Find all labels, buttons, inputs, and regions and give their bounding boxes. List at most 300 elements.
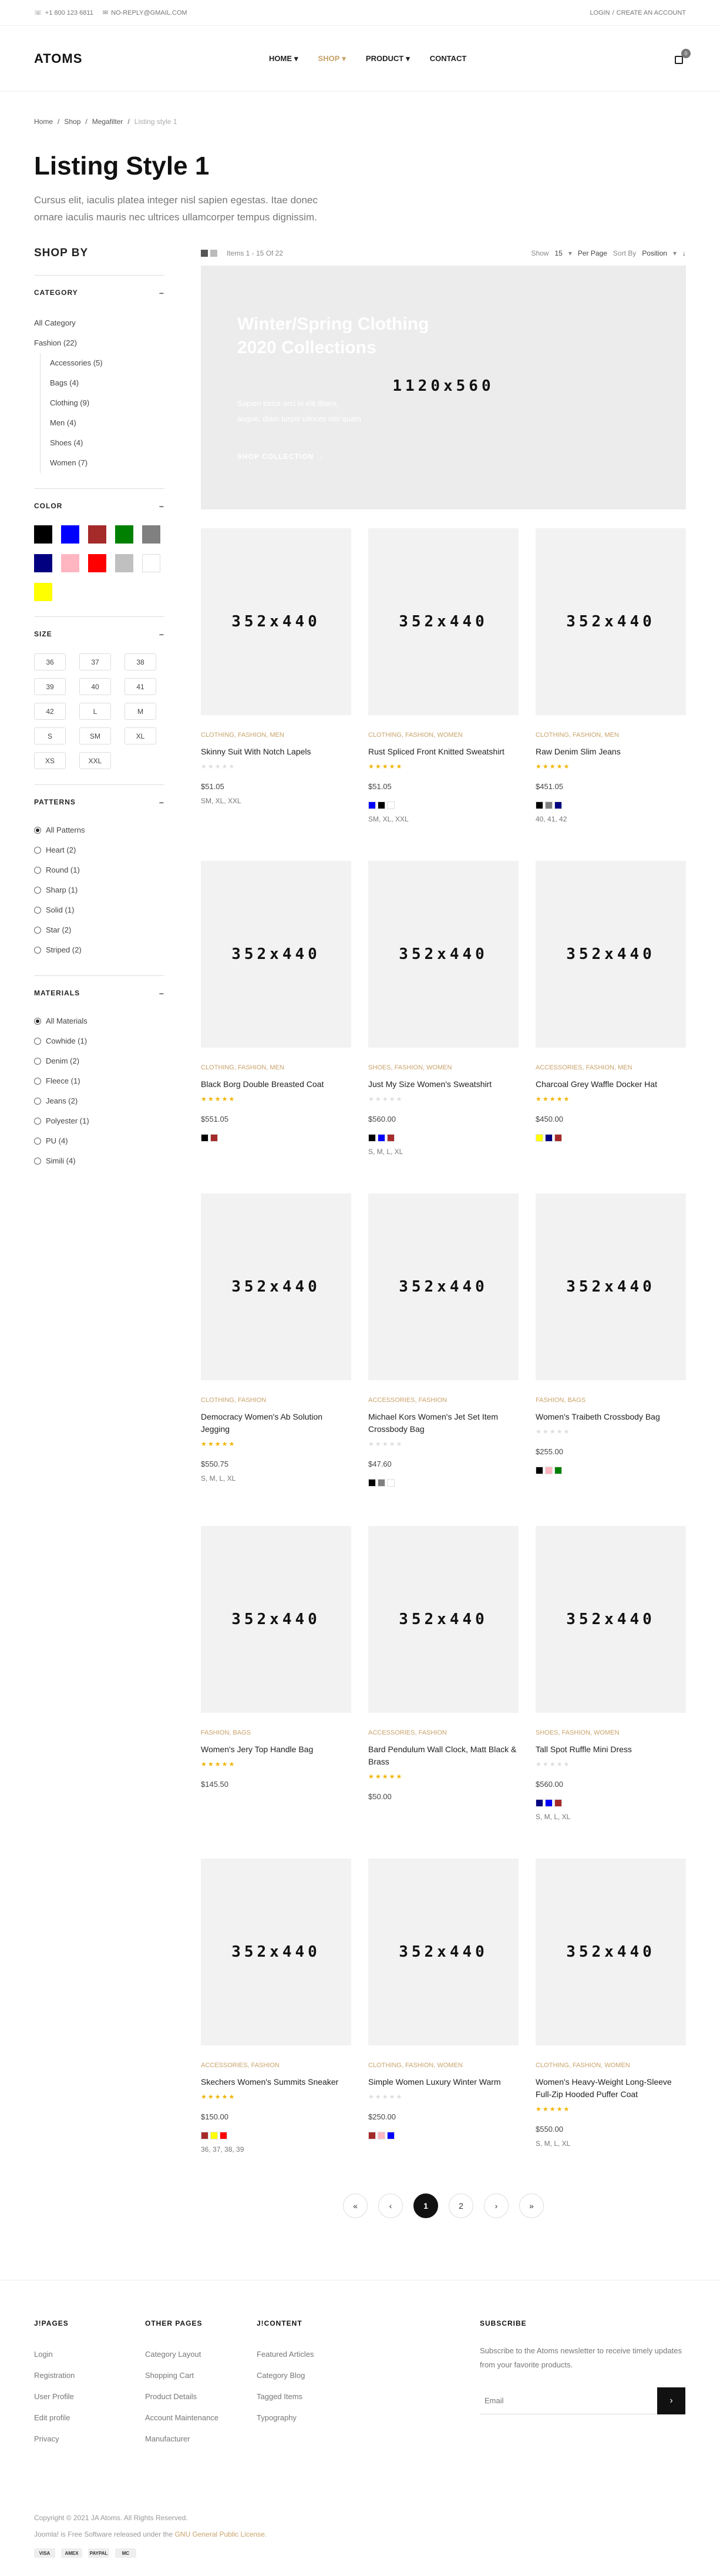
product-name[interactable]: Rust Spliced Front Knitted Sweatshirt <box>368 747 504 756</box>
product-categories[interactable]: CLOTHING, FASHION, MEN <box>201 1064 284 1071</box>
subcategory-item[interactable]: Accessories (5) <box>50 358 103 367</box>
product-image-placeholder[interactable]: 352x440 <box>536 528 686 715</box>
color-swatch[interactable] <box>88 525 106 544</box>
listing-toolbar <box>201 247 686 260</box>
color-swatch[interactable] <box>201 1134 208 1142</box>
subcategory-item[interactable]: Shoes (4) <box>50 438 83 447</box>
page-intro: Cursus elit, iaculis platea integer nisl sapien egestas. Itae donec ornare iaculis mauris nec ultrices ullamcorper tempus dignissim. <box>34 194 318 223</box>
product-card <box>201 1859 351 2191</box>
footer-link[interactable]: Privacy <box>34 2434 59 2443</box>
subcategory-item[interactable]: Clothing (9) <box>50 398 90 407</box>
color-swatch[interactable] <box>387 1479 395 1487</box>
product-categories[interactable]: CLOTHING, FASHION, WOMEN <box>536 2062 630 2069</box>
radio-option[interactable] <box>34 1091 164 1111</box>
product-categories[interactable]: CLOTHING, FASHION, WOMEN <box>368 2062 463 2069</box>
subcategory-item[interactable]: Men (4) <box>50 418 76 427</box>
email-contact <box>103 9 187 16</box>
product-categories[interactable]: CLOTHING, FASHION, WOMEN <box>368 732 463 739</box>
size-option[interactable]: M <box>125 703 156 720</box>
category-item[interactable]: All Category <box>34 318 76 327</box>
star-icon: ★ <box>207 1441 215 1448</box>
radio-label: Solid (1) <box>46 905 75 914</box>
chevron-down-icon: ▾ <box>406 53 410 63</box>
cart-button[interactable] <box>673 52 686 65</box>
product-categories[interactable]: SHOES, FASHION, WOMEN <box>536 1729 620 1736</box>
star-icon: ★ <box>563 1428 571 1435</box>
color-swatch[interactable] <box>368 801 376 809</box>
site-footer <box>0 2280 720 2576</box>
sort-select[interactable]: Position <box>642 249 667 257</box>
breadcrumb-shop[interactable]: Shop <box>64 118 81 126</box>
footer-link[interactable]: Edit profile <box>34 2413 70 2422</box>
size-option[interactable]: XL <box>125 727 156 744</box>
radio-icon <box>34 907 41 914</box>
star-icon: ★ <box>549 763 557 770</box>
size-option[interactable]: 37 <box>79 653 111 670</box>
radio-option[interactable] <box>34 1151 164 1171</box>
product-card <box>536 528 686 861</box>
collapse-icon[interactable]: − <box>159 289 164 298</box>
radio-option[interactable] <box>34 1131 164 1151</box>
product-categories[interactable]: CLOTHING, FASHION, MEN <box>201 732 284 739</box>
color-swatch[interactable] <box>554 1467 562 1474</box>
product-name[interactable]: Charcoal Grey Waffle Docker Hat <box>536 1079 657 1089</box>
radio-icon <box>34 927 41 934</box>
size-option[interactable]: 36 <box>34 653 66 670</box>
star-icon: ★ <box>214 1761 222 1768</box>
page-title: Listing Style 1 <box>34 152 210 180</box>
collapse-icon[interactable]: − <box>159 989 164 998</box>
color-swatch[interactable] <box>34 554 52 572</box>
product-categories[interactable]: ACCESSORIES, FASHION <box>368 1397 447 1404</box>
breadcrumb-home[interactable]: Home <box>34 118 53 126</box>
product-name[interactable]: Women's Jery Top Handle Bag <box>201 1745 314 1754</box>
chevron-down-icon: ▾ <box>568 249 572 257</box>
star-icon: ★ <box>201 1761 208 1768</box>
size-filter <box>34 616 164 769</box>
product-image-placeholder[interactable]: 352x440 <box>368 528 519 715</box>
product-categories[interactable]: ACCESSORIES, FASHION <box>368 1729 447 1736</box>
category-item[interactable]: Fashion (22) <box>34 338 77 347</box>
filter-header[interactable] <box>34 798 164 807</box>
radio-option[interactable] <box>34 840 164 860</box>
color-swatch[interactable] <box>210 1134 218 1142</box>
link-separator: / <box>612 9 614 16</box>
star-icon: ★ <box>382 1773 389 1780</box>
star-icon: ★ <box>382 2094 389 2101</box>
radio-icon <box>34 1058 41 1065</box>
filter-header[interactable] <box>34 289 164 298</box>
radio-option[interactable] <box>34 900 164 920</box>
star-icon: ★ <box>228 1096 236 1103</box>
rating-stars <box>201 763 351 770</box>
star-icon: ★ <box>382 763 389 770</box>
shop-collection-link[interactable]: SHOP COLLECTION → <box>237 452 324 461</box>
site-logo[interactable]: ATOMS <box>34 51 83 66</box>
radio-option[interactable] <box>34 1071 164 1091</box>
product-name[interactable]: Democracy Women's Ab Solution Jegging <box>201 1412 323 1434</box>
star-icon: ★ <box>201 1096 208 1103</box>
product-image-placeholder[interactable]: 352x440 <box>368 1526 519 1713</box>
star-icon: ★ <box>228 1441 236 1448</box>
size-option[interactable]: SM <box>79 727 111 744</box>
color-swatch[interactable] <box>378 1479 385 1487</box>
nav-contact[interactable] <box>430 54 467 63</box>
product-image-placeholder[interactable]: 352x440 <box>368 1859 519 2045</box>
footer-link[interactable]: User Profile <box>34 2392 74 2401</box>
nav-shop[interactable] <box>318 54 346 63</box>
star-icon: ★ <box>368 1441 375 1448</box>
star-icon: ★ <box>368 1096 375 1103</box>
color-swatch[interactable] <box>210 2132 218 2139</box>
email-input[interactable] <box>480 2387 657 2414</box>
license-prefix: Joomla! is Free Software released under the <box>34 2530 173 2538</box>
sort-direction-icon[interactable]: ↓ <box>682 249 686 257</box>
license-text <box>34 2526 267 2543</box>
product-color-swatches <box>201 2132 351 2139</box>
color-swatch[interactable] <box>387 1134 395 1142</box>
payment-card-icon: MC <box>115 2548 136 2558</box>
star-icon: ★ <box>382 1096 389 1103</box>
product-name[interactable]: Skinny Suit With Notch Lapels <box>201 747 311 756</box>
color-swatch[interactable] <box>201 2132 208 2139</box>
product-name[interactable]: Bard Pendulum Wall Clock, Matt Black & Brass <box>368 1745 517 1766</box>
color-swatch[interactable] <box>545 1799 553 1807</box>
color-swatch[interactable] <box>378 2132 385 2139</box>
materials-filter <box>34 975 164 1171</box>
account-links <box>590 9 686 16</box>
product-sizes: S, M, L, XL <box>536 1813 571 1821</box>
product-image-placeholder[interactable]: 352x440 <box>536 1859 686 2045</box>
email-address: NO-REPLY@GMAIL.COM <box>111 9 187 16</box>
payment-card-icon: VISA <box>34 2548 55 2558</box>
page-button[interactable]: 1 <box>413 2193 438 2218</box>
star-icon: ★ <box>396 763 403 770</box>
filter-header[interactable] <box>34 502 164 511</box>
radio-label: Striped (2) <box>46 945 82 954</box>
nav-home[interactable] <box>269 54 298 63</box>
first-page-button[interactable]: « <box>343 2193 368 2218</box>
color-swatch[interactable] <box>220 2132 227 2139</box>
radio-icon <box>34 1098 41 1105</box>
star-icon: ★ <box>368 2094 375 2101</box>
star-icon: ★ <box>214 2094 222 2101</box>
rating-stars <box>201 1095 351 1103</box>
product-categories[interactable]: ACCESSORIES, FASHION <box>201 2062 280 2069</box>
radio-icon <box>34 1118 41 1125</box>
color-swatch[interactable] <box>387 801 395 809</box>
breadcrumb <box>0 118 720 126</box>
radio-option[interactable] <box>34 860 164 880</box>
color-swatch[interactable] <box>368 1479 376 1487</box>
product-image-placeholder[interactable]: 352x440 <box>201 528 351 715</box>
color-swatch[interactable] <box>34 583 52 601</box>
breadcrumb-separator: / <box>58 118 60 126</box>
product-image-placeholder[interactable]: 352x440 <box>536 861 686 1048</box>
size-option[interactable]: 42 <box>34 703 66 720</box>
radio-label: Simili (4) <box>46 1156 76 1165</box>
footer-link[interactable]: Registration <box>34 2371 75 2380</box>
footer-link[interactable]: Tagged Items <box>257 2392 303 2401</box>
product-categories[interactable]: CLOTHING, FASHION, MEN <box>536 732 619 739</box>
product-card <box>536 861 686 1193</box>
rating-stars <box>536 763 686 770</box>
page-button[interactable]: 2 <box>449 2193 473 2218</box>
product-sizes: 36, 37, 38, 39 <box>201 2145 244 2154</box>
chevron-down-icon: ▾ <box>294 53 298 63</box>
radio-option[interactable] <box>34 1031 164 1051</box>
star-icon: ★ <box>207 763 215 770</box>
product-sizes: S, M, L, XL <box>201 1474 236 1482</box>
pagination <box>201 2193 686 2218</box>
color-swatch[interactable] <box>536 1467 543 1474</box>
star-icon: ★ <box>382 1441 389 1448</box>
product-image-placeholder[interactable]: 352x440 <box>201 1859 351 2045</box>
color-swatch[interactable] <box>545 1467 553 1474</box>
product-image-placeholder[interactable]: 352x440 <box>201 861 351 1048</box>
per-page-select[interactable]: 15 <box>554 249 563 257</box>
radio-option[interactable] <box>34 820 164 840</box>
color-swatch[interactable] <box>545 1134 553 1142</box>
color-swatch[interactable] <box>536 801 543 809</box>
product-categories[interactable]: FASHION, BAGS <box>201 1729 251 1736</box>
breadcrumb-current: Listing style 1 <box>134 118 177 126</box>
color-swatch[interactable] <box>61 554 79 572</box>
promo-banner <box>201 266 686 509</box>
footer-link[interactable]: Category Layout <box>145 2350 201 2359</box>
subscribe-button[interactable] <box>657 2387 685 2414</box>
rating-stars <box>201 2093 351 2101</box>
color-swatch[interactable] <box>554 1134 562 1142</box>
footer-link[interactable]: Account Maintenance <box>145 2413 219 2422</box>
subcategory-item[interactable]: Bags (4) <box>50 378 79 387</box>
star-icon: ★ <box>375 1096 382 1103</box>
color-swatch[interactable] <box>554 801 562 809</box>
rating-stars <box>368 1773 519 1780</box>
product-name[interactable]: Black Borg Double Breasted Coat <box>201 1079 324 1089</box>
footer-link[interactable]: Category Blog <box>257 2371 305 2380</box>
product-grid <box>201 528 686 2191</box>
radio-option[interactable] <box>34 880 164 900</box>
product-color-swatches <box>201 1134 351 1142</box>
product-categories[interactable]: FASHION, BAGS <box>536 1397 586 1404</box>
color-swatch[interactable] <box>378 801 385 809</box>
rating-stars <box>201 1440 351 1448</box>
radio-option[interactable] <box>34 940 164 960</box>
product-image-placeholder[interactable]: 352x440 <box>201 1193 351 1380</box>
newsletter-form <box>480 2387 685 2414</box>
subcategory-item[interactable]: Women (7) <box>50 458 88 467</box>
product-name[interactable]: Skechers Women's Summits Sneaker <box>201 2077 339 2087</box>
collapse-icon[interactable]: − <box>159 630 164 639</box>
shop-by-heading: SHOP BY <box>34 247 89 259</box>
product-name[interactable]: Just My Size Women's Sweatshirt <box>368 1079 492 1089</box>
color-swatch[interactable] <box>88 554 106 572</box>
prev-page-button[interactable]: ‹ <box>378 2193 403 2218</box>
color-swatch[interactable] <box>536 1799 543 1807</box>
size-option[interactable]: L <box>79 703 111 720</box>
star-icon: ★ <box>207 1761 215 1768</box>
product-color-swatches <box>536 801 686 809</box>
color-swatch[interactable] <box>387 2132 395 2139</box>
star-icon: ★ <box>536 763 543 770</box>
radio-icon <box>34 1078 41 1085</box>
radio-option[interactable] <box>34 1011 164 1031</box>
product-card <box>368 1526 519 1859</box>
product-name[interactable]: Tall Spot Ruffle Mini Dress <box>536 1745 632 1754</box>
grid-view-icon[interactable] <box>201 250 208 257</box>
product-sizes: S, M, L, XL <box>536 2139 571 2148</box>
star-icon: ★ <box>563 1096 571 1103</box>
product-price: $255.00 <box>536 1447 563 1456</box>
color-swatch[interactable] <box>61 525 79 544</box>
star-icon: ★ <box>556 1761 564 1768</box>
star-icon: ★ <box>375 763 382 770</box>
product-name[interactable]: Raw Denim Slim Jeans <box>536 747 621 756</box>
radio-option[interactable] <box>34 920 164 940</box>
radio-option[interactable] <box>34 1111 164 1131</box>
color-swatch[interactable] <box>378 1134 385 1142</box>
size-option[interactable]: XXL <box>79 752 111 769</box>
product-name[interactable]: Simple Women Luxury Winter Warm <box>368 2077 501 2087</box>
nav-product[interactable] <box>366 54 410 63</box>
star-icon: ★ <box>221 2094 229 2101</box>
size-option[interactable]: 40 <box>79 678 111 695</box>
star-icon: ★ <box>201 2094 208 2101</box>
star-icon: ★ <box>549 2106 557 2113</box>
view-mode-toggle <box>201 250 217 257</box>
footer-col-jpages <box>34 2319 75 2450</box>
product-name[interactable]: Michael Kors Women's Jet Set Item Crossbody Bag <box>368 1412 499 1434</box>
filter-header[interactable] <box>34 989 164 998</box>
product-sizes: 40, 41, 42 <box>536 815 567 823</box>
star-icon: ★ <box>214 763 222 770</box>
product-image-placeholder[interactable]: 352x440 <box>201 1526 351 1713</box>
filter-header[interactable] <box>34 630 164 639</box>
product-image-placeholder[interactable]: 352x440 <box>536 1526 686 1713</box>
footer-link[interactable]: Featured Articles <box>257 2350 314 2359</box>
collapse-icon[interactable]: − <box>159 798 164 807</box>
product-categories[interactable]: CLOTHING, FASHION <box>201 1397 267 1404</box>
radio-icon <box>34 847 41 854</box>
nav-label: CONTACT <box>429 54 467 63</box>
radio-icon <box>34 887 41 894</box>
radio-label: Polyester (1) <box>46 1116 89 1125</box>
star-icon: ★ <box>556 1428 564 1435</box>
product-price: $550.00 <box>536 2125 563 2134</box>
newsletter-text: Subscribe to the Atoms newsletter to receive timely updates from your favorite products. <box>480 2346 682 2369</box>
payment-card-icon: PAYPAL <box>88 2548 109 2558</box>
color-swatch[interactable] <box>545 801 553 809</box>
next-page-button[interactable]: › <box>484 2193 509 2218</box>
star-icon: ★ <box>563 1761 571 1768</box>
rating-stars <box>368 763 519 770</box>
product-categories[interactable]: ACCESSORIES, FASHION, MEN <box>536 1064 632 1071</box>
color-swatch[interactable] <box>115 554 133 572</box>
footer-link[interactable]: Shopping Cart <box>145 2371 194 2380</box>
star-icon: ★ <box>396 1441 403 1448</box>
product-name[interactable]: Women's Heavy-Weight Long-Sleeve Full-Zip Hooded Puffer Coat <box>536 2077 672 2099</box>
star-icon: ★ <box>375 1773 382 1780</box>
mail-icon: ✉ <box>102 9 109 16</box>
star-icon: ★ <box>556 1096 564 1103</box>
product-card <box>368 861 519 1193</box>
product-price: $560.00 <box>536 1780 563 1789</box>
newsletter-title: SUBSCRIBE <box>480 2319 527 2327</box>
cart-count-badge: 0 <box>681 49 691 58</box>
footer-link[interactable]: Typography <box>257 2413 297 2422</box>
color-swatch[interactable] <box>368 2132 376 2139</box>
radio-icon <box>34 827 41 834</box>
color-swatch[interactable] <box>142 525 160 544</box>
size-option[interactable]: S <box>34 727 66 744</box>
product-sizes: S, M, L, XL <box>368 1148 403 1156</box>
size-option[interactable]: XS <box>34 752 66 769</box>
color-swatch[interactable] <box>142 554 160 572</box>
breadcrumb-megafilter[interactable]: Megafilter <box>92 118 123 126</box>
phone-contact <box>34 9 93 16</box>
login-link[interactable]: LOGIN <box>590 9 610 16</box>
radio-icon <box>34 867 41 874</box>
size-option[interactable]: 38 <box>125 653 156 670</box>
size-option[interactable]: 39 <box>34 678 66 695</box>
per-page-label: Per Page <box>577 249 607 257</box>
color-swatch[interactable] <box>34 525 52 544</box>
phone-icon: ☏ <box>34 9 42 16</box>
product-image-placeholder[interactable]: 352x440 <box>368 861 519 1048</box>
filter-title: PATTERNS <box>34 798 76 806</box>
payment-card-icon: AMEX <box>61 2548 82 2558</box>
breadcrumb-separator: / <box>85 118 88 126</box>
footer-link[interactable]: Product Details <box>145 2392 197 2401</box>
collapse-icon[interactable]: − <box>159 502 164 511</box>
filter-title: MATERIALS <box>34 989 80 997</box>
color-swatch[interactable] <box>115 525 133 544</box>
product-image-placeholder[interactable]: 352x440 <box>536 1193 686 1380</box>
banner-image-placeholder: 1120x560 <box>392 377 494 395</box>
color-swatch[interactable] <box>536 1134 543 1142</box>
footer-link[interactable]: Manufacturer <box>145 2434 190 2443</box>
last-page-button[interactable]: » <box>519 2193 544 2218</box>
product-name[interactable]: Women's Traibeth Crossbody Bag <box>536 1412 660 1421</box>
category-filter <box>34 275 164 473</box>
footer-link-list <box>145 2344 218 2450</box>
product-categories[interactable]: SHOES, FASHION, WOMEN <box>368 1064 452 1071</box>
product-card <box>201 861 351 1193</box>
product-image-placeholder[interactable]: 352x440 <box>368 1193 519 1380</box>
star-icon: ★ <box>536 1096 543 1103</box>
size-option[interactable]: 41 <box>125 678 156 695</box>
create-account-link[interactable]: CREATE AN ACCOUNT <box>616 9 686 16</box>
list-view-icon[interactable] <box>210 250 217 257</box>
star-icon: ★ <box>375 1441 382 1448</box>
color-swatch[interactable] <box>368 1134 376 1142</box>
product-card <box>368 528 519 861</box>
license-link[interactable]: GNU General Public License. <box>174 2530 267 2538</box>
star-icon: ★ <box>542 763 550 770</box>
star-icon: ★ <box>228 1761 236 1768</box>
radio-option[interactable] <box>34 1051 164 1071</box>
star-icon: ★ <box>536 1428 543 1435</box>
color-swatch[interactable] <box>554 1799 562 1807</box>
product-card <box>536 1193 686 1526</box>
product-color-swatches <box>536 1799 686 1807</box>
star-icon: ★ <box>228 2094 236 2101</box>
star-icon: ★ <box>563 2106 571 2113</box>
nav-label: HOME <box>269 54 292 63</box>
footer-link[interactable]: Login <box>34 2350 53 2359</box>
newsletter <box>480 2319 691 2414</box>
